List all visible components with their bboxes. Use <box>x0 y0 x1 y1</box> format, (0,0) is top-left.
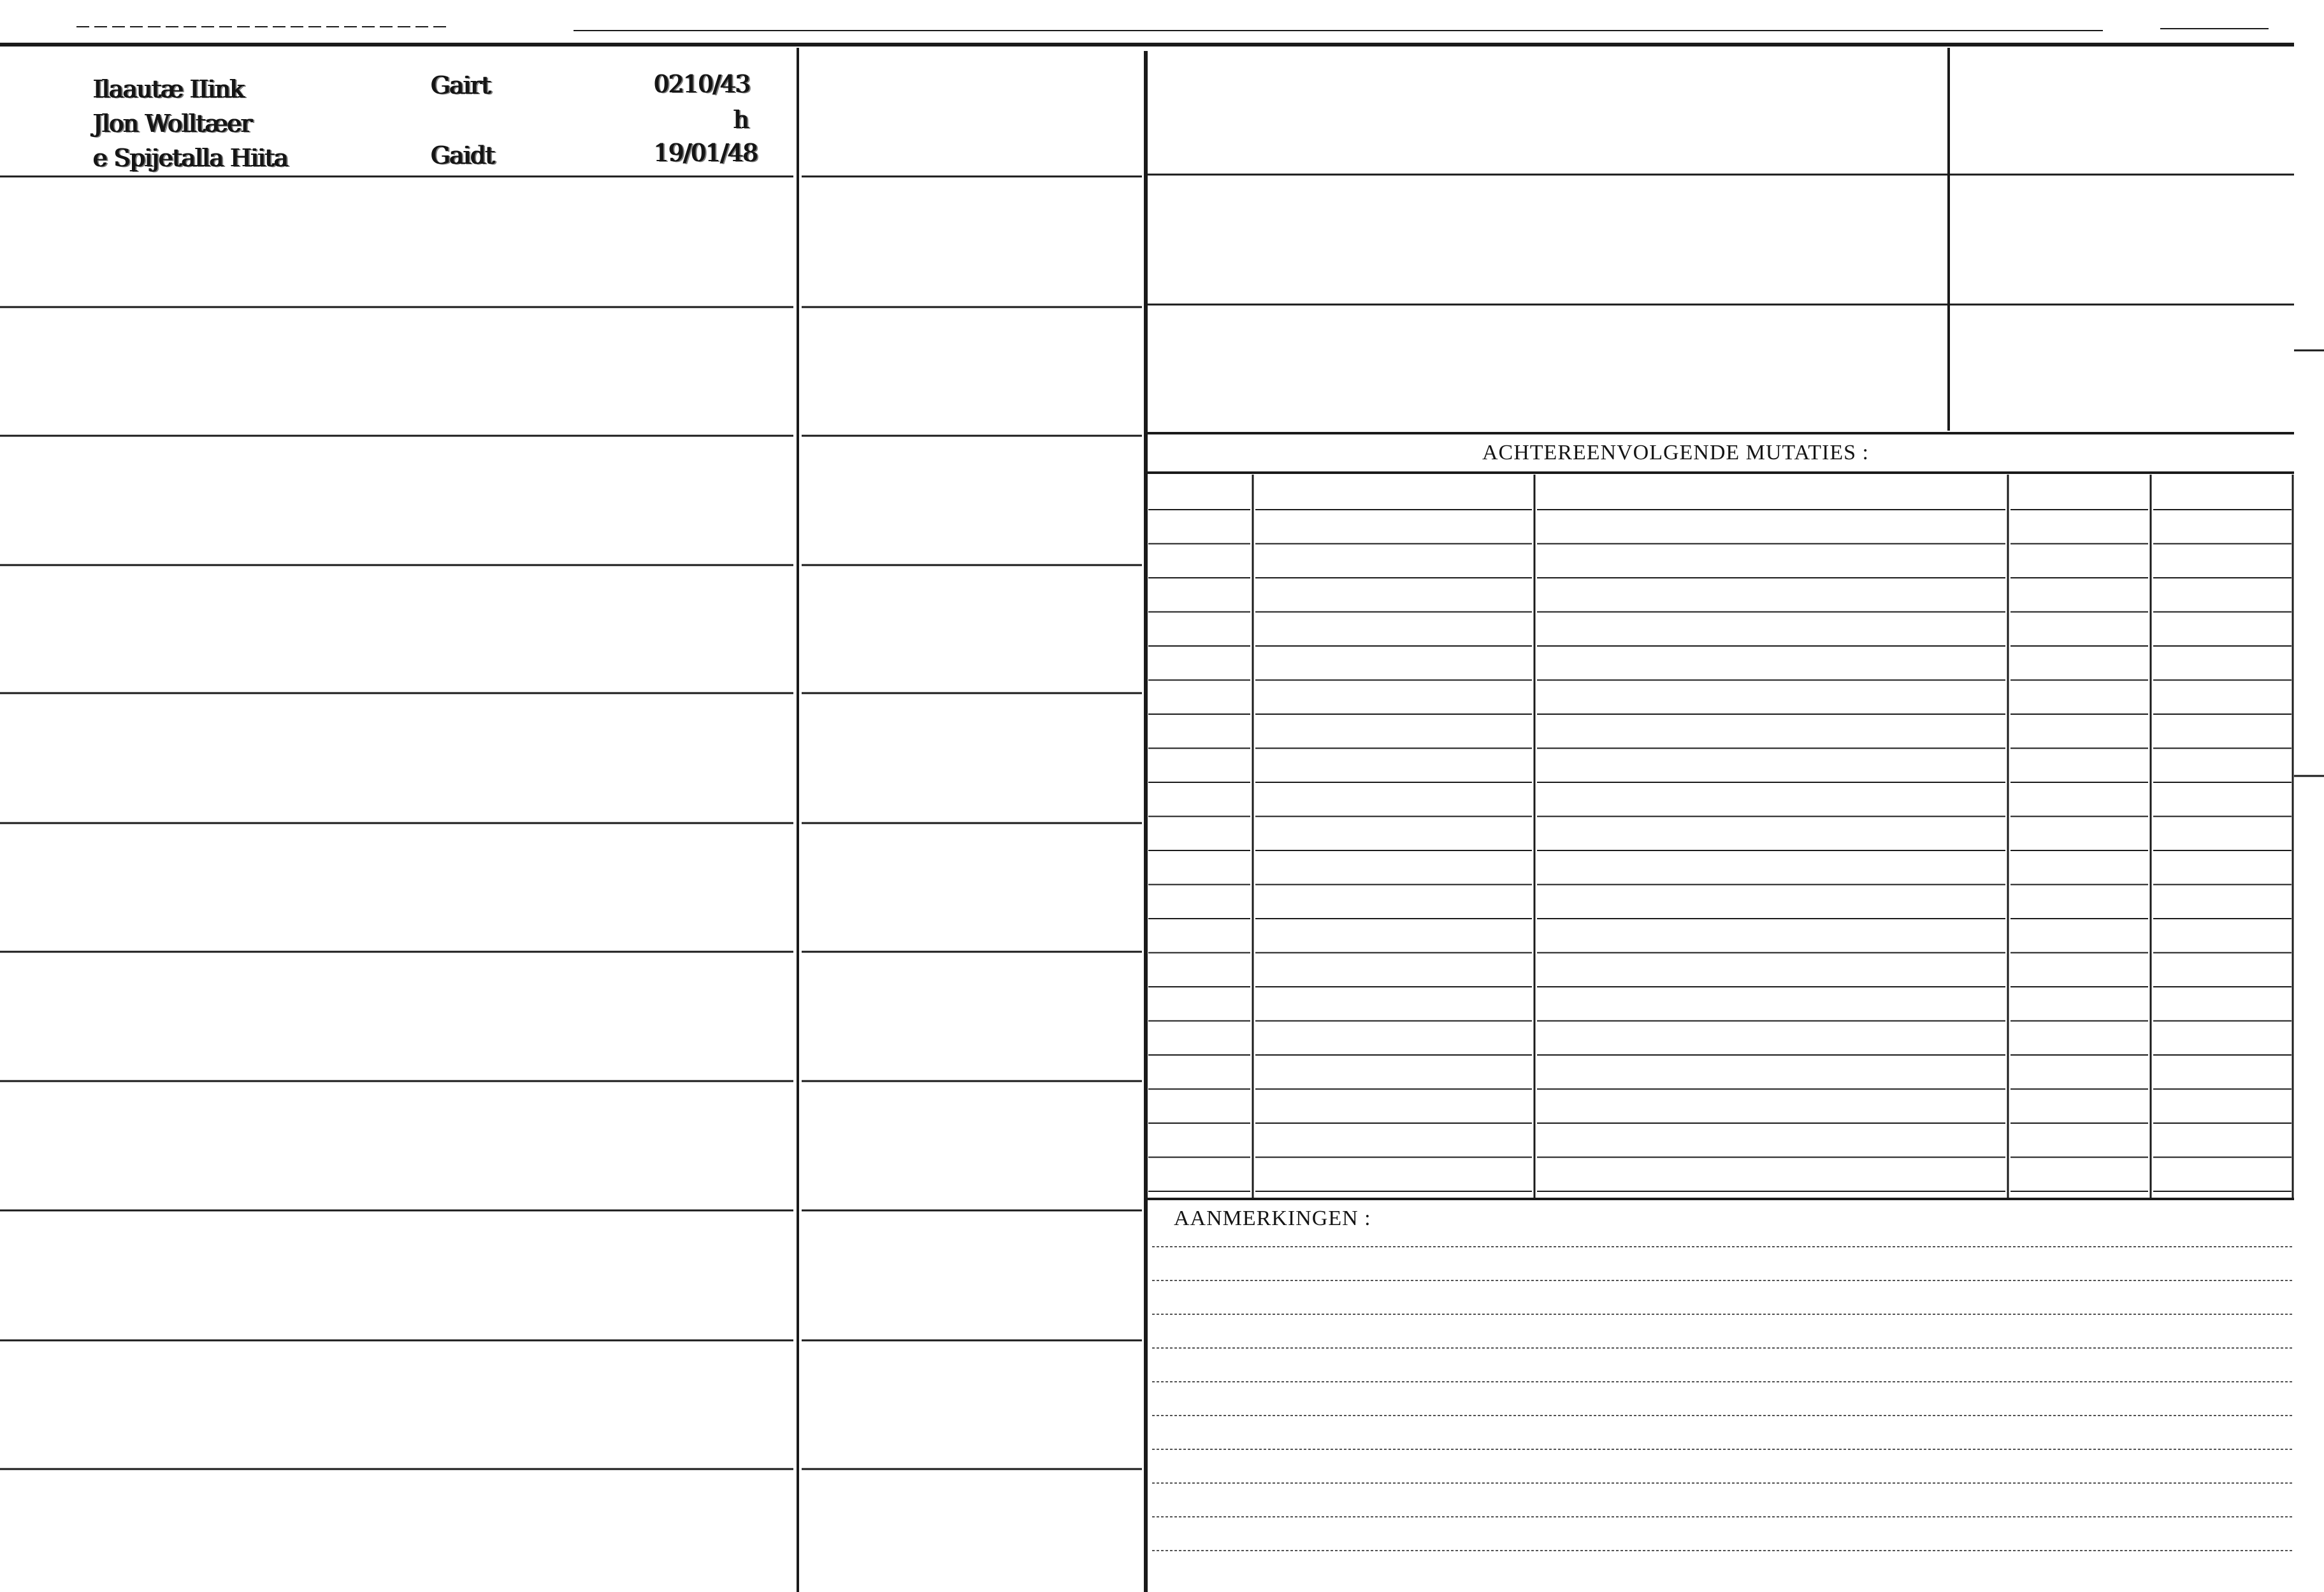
mutations-rows <box>1148 510 2292 1191</box>
entry-date-2: h <box>733 106 748 134</box>
entry-name-3: e Spijetalla Hiita <box>92 144 287 172</box>
mutations-heading: ACHTEREENVOLGENDE MUTATIES : <box>1482 441 1869 464</box>
entry-date-3: 19/01/48 <box>653 139 757 167</box>
remarks-rows <box>1152 1247 2294 1551</box>
entry-date-1: 0210/43 <box>653 70 749 98</box>
entry-place-1: Gairt <box>430 71 490 99</box>
remarks-heading: AANMERKINGEN : <box>1174 1207 1371 1230</box>
entry-name-2: Jlon Wolltæer <box>92 110 252 138</box>
entry-name-1: Ilaautæ IIink <box>92 75 243 103</box>
left-row-lines <box>0 176 1142 1469</box>
entry-place-3: Gaidt <box>430 141 494 169</box>
